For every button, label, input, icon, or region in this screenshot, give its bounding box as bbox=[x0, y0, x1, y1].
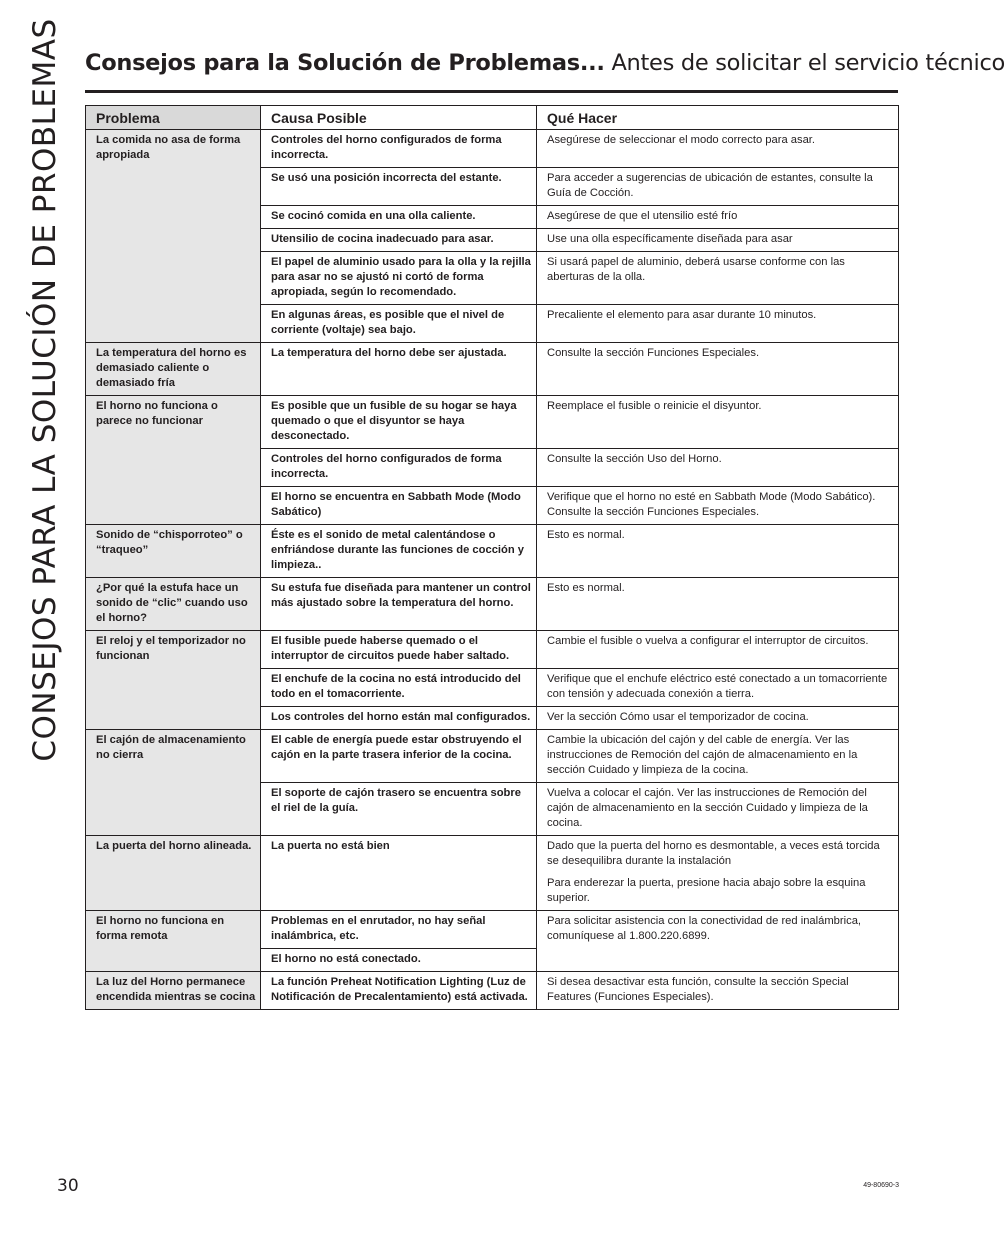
action-paragraph: Ver la sección Cómo usar el temporizador de cocina. bbox=[547, 711, 809, 723]
problem-cell: El cajón de almacenamiento no cierra bbox=[86, 730, 261, 836]
cause-cell: En algunas áreas, es posible que el nivel de corriente (voltaje) sea bajo. bbox=[261, 305, 537, 343]
action-paragraph: Dado que la puerta del horno es desmontable, a veces está torcida se desequilibra durante la instalación bbox=[547, 840, 880, 867]
table-row bbox=[86, 396, 899, 449]
column-header-cause: Causa Posible bbox=[261, 106, 537, 130]
action-paragraph: Precaliente el elemento para asar durante 10 minutos. bbox=[547, 309, 817, 321]
cause-cell: El enchufe de la cocina no está introducido del todo en el tomacorriente. bbox=[261, 669, 537, 707]
column-header-problem: Problema bbox=[86, 106, 261, 130]
action-paragraph: Esto es normal. bbox=[547, 582, 625, 594]
action-cell bbox=[537, 168, 899, 206]
cause-cell: El papel de aluminio usado para la olla y la rejilla para asar no se ajustó ni cortó de forma apropiada, según lo recomendado. bbox=[261, 252, 537, 305]
action-paragraph: Asegúrese de seleccionar el modo correcto para asar. bbox=[547, 134, 816, 146]
action-paragraph: Vuelva a colocar el cajón. Ver las instrucciones de Remoción del cajón de almacenamiento en la sección Cuidado y limpieza de la cocina. bbox=[547, 787, 868, 829]
action-cell bbox=[537, 487, 899, 525]
action-cell bbox=[537, 449, 899, 487]
cause-cell: Se usó una posición incorrecta del estante. bbox=[261, 168, 537, 206]
cause-cell: El fusible puede haberse quemado o el interruptor de circuitos puede haber saltado. bbox=[261, 631, 537, 669]
cause-cell: La función Preheat Notification Lighting (Luz de Notificación de Precalentamiento) está activada. bbox=[261, 972, 537, 1010]
document-code: 49-80690-3 bbox=[863, 1182, 899, 1189]
action-cell bbox=[537, 707, 899, 730]
action-cell bbox=[537, 669, 899, 707]
table-row bbox=[86, 525, 899, 578]
action-cell bbox=[537, 343, 899, 396]
action-paragraph: Cambie la ubicación del cajón y del cable de energía. Ver las instrucciones de Remoción del cajón de almacenamiento en la sección Cuidado y limpieza de la cocina. bbox=[547, 734, 858, 776]
action-paragraph: Esto es normal. bbox=[547, 529, 625, 541]
problem-cell: La puerta del horno alineada. bbox=[86, 836, 261, 911]
problem-cell: ¿Por qué la estufa hace un sonido de “clic” cuando uso el horno? bbox=[86, 578, 261, 631]
action-cell bbox=[537, 972, 899, 1010]
table-row bbox=[86, 972, 899, 1010]
cause-cell: La temperatura del horno debe ser ajustada. bbox=[261, 343, 537, 396]
action-paragraph: Para solicitar asistencia con la conectividad de red inalámbrica, comuníquese al 1.800.220.6899. bbox=[547, 915, 862, 942]
table-row bbox=[86, 631, 899, 669]
action-paragraph: Reemplace el fusible o reinicie el disyuntor. bbox=[547, 400, 762, 412]
action-cell bbox=[537, 206, 899, 229]
page-title-light: Antes de solicitar el servicio técnico bbox=[604, 50, 1005, 76]
cause-cell: Los controles del horno están mal configurados. bbox=[261, 707, 537, 730]
action-cell bbox=[537, 305, 899, 343]
problem-cell: El reloj y el temporizador no funcionan bbox=[86, 631, 261, 730]
action-cell bbox=[537, 252, 899, 305]
action-cell bbox=[537, 836, 899, 911]
cause-cell: La puerta no está bien bbox=[261, 836, 537, 911]
action-cell bbox=[537, 130, 899, 168]
table-header-row bbox=[86, 106, 899, 130]
cause-cell: Controles del horno configurados de forma incorrecta. bbox=[261, 449, 537, 487]
action-cell bbox=[537, 631, 899, 669]
page-number: 30 bbox=[57, 1176, 79, 1196]
action-paragraph: Asegúrese de que el utensilio esté frío bbox=[547, 210, 738, 222]
cause-cell: Utensilio de cocina inadecuado para asar. bbox=[261, 229, 537, 252]
side-title-text: CONSEJOS PARA LA SOLUCIÓN DE PROBLEMAS bbox=[27, 18, 63, 762]
action-cell bbox=[537, 911, 899, 972]
action-cell bbox=[537, 578, 899, 631]
problem-cell: La comida no asa de forma apropiada bbox=[86, 130, 261, 343]
action-paragraph: Para acceder a sugerencias de ubicación de estantes, consulte la Guía de Cocción. bbox=[547, 172, 873, 199]
cause-cell: Su estufa fue diseñada para mantener un control más ajustado sobre la temperatura del horno. bbox=[261, 578, 537, 631]
cause-cell: Es posible que un fusible de su hogar se haya quemado o que el disyuntor se haya desconectado. bbox=[261, 396, 537, 449]
problem-cell: El horno no funciona o parece no funcionar bbox=[86, 396, 261, 525]
action-cell bbox=[537, 783, 899, 836]
table-row bbox=[86, 836, 899, 911]
table-row bbox=[86, 343, 899, 396]
problem-cell: Sonido de “chisporroteo” o “traqueo” bbox=[86, 525, 261, 578]
action-paragraph: Consulte la sección Funciones Especiales. bbox=[547, 347, 760, 359]
cause-cell: El horno se encuentra en Sabbath Mode (Modo Sabático) bbox=[261, 487, 537, 525]
problem-cell: La temperatura del horno es demasiado caliente o demasiado fría bbox=[86, 343, 261, 396]
action-paragraph: Use una olla específicamente diseñada para asar bbox=[547, 233, 793, 245]
action-paragraph: Si usará papel de aluminio, deberá usarse conforme con las aberturas de la olla. bbox=[547, 256, 845, 283]
cause-cell: Problemas en el enrutador, no hay señal inalámbrica, etc. bbox=[261, 911, 537, 949]
action-paragraph: Verifique que el horno no esté en Sabbath Mode (Modo Sabático). Consulte la sección Funciones Especiales. bbox=[547, 491, 876, 518]
table-row bbox=[86, 911, 899, 949]
side-title bbox=[25, 18, 65, 762]
problem-cell: El horno no funciona en forma remota bbox=[86, 911, 261, 972]
table-row bbox=[86, 130, 899, 168]
page-title bbox=[85, 50, 1005, 76]
action-cell bbox=[537, 396, 899, 449]
cause-cell: El horno no está conectado. bbox=[261, 949, 537, 972]
troubleshooting-table bbox=[85, 105, 899, 1010]
cause-cell: Controles del horno configurados de forma incorrecta. bbox=[261, 130, 537, 168]
cause-cell: Éste es el sonido de metal calentándose o enfriándose durante las funciones de cocción y limpieza.. bbox=[261, 525, 537, 578]
action-paragraph: Para enderezar la puerta, presione hacia abajo sobre la esquina superior. bbox=[547, 877, 866, 904]
column-header-action: Qué Hacer bbox=[537, 106, 899, 130]
action-cell bbox=[537, 229, 899, 252]
action-paragraph: Consulte la sección Uso del Horno. bbox=[547, 453, 722, 465]
action-paragraph: Verifique que el enchufe eléctrico esté conectado a un tomacorriente con tensión y adecuada conexión a tierra. bbox=[547, 673, 888, 700]
action-paragraph: Cambie el fusible o vuelva a configurar el interruptor de circuitos. bbox=[547, 635, 869, 647]
cause-cell: El soporte de cajón trasero se encuentra sobre el riel de la guía. bbox=[261, 783, 537, 836]
problem-cell: La luz del Horno permanece encendida mientras se cocina bbox=[86, 972, 261, 1010]
table-row bbox=[86, 578, 899, 631]
header-rule bbox=[85, 90, 898, 93]
table-row bbox=[86, 730, 899, 783]
cause-cell: El cable de energía puede estar obstruyendo el cajón en la parte trasera inferior de la cocina. bbox=[261, 730, 537, 783]
action-cell bbox=[537, 730, 899, 783]
table-body bbox=[86, 130, 899, 1010]
action-cell bbox=[537, 525, 899, 578]
action-paragraph: Si desea desactivar esta función, consulte la sección Special Features (Funciones Especiales). bbox=[547, 976, 849, 1003]
page-title-bold: Consejos para la Solución de Problemas... bbox=[85, 50, 605, 76]
cause-cell: Se cocinó comida en una olla caliente. bbox=[261, 206, 537, 229]
